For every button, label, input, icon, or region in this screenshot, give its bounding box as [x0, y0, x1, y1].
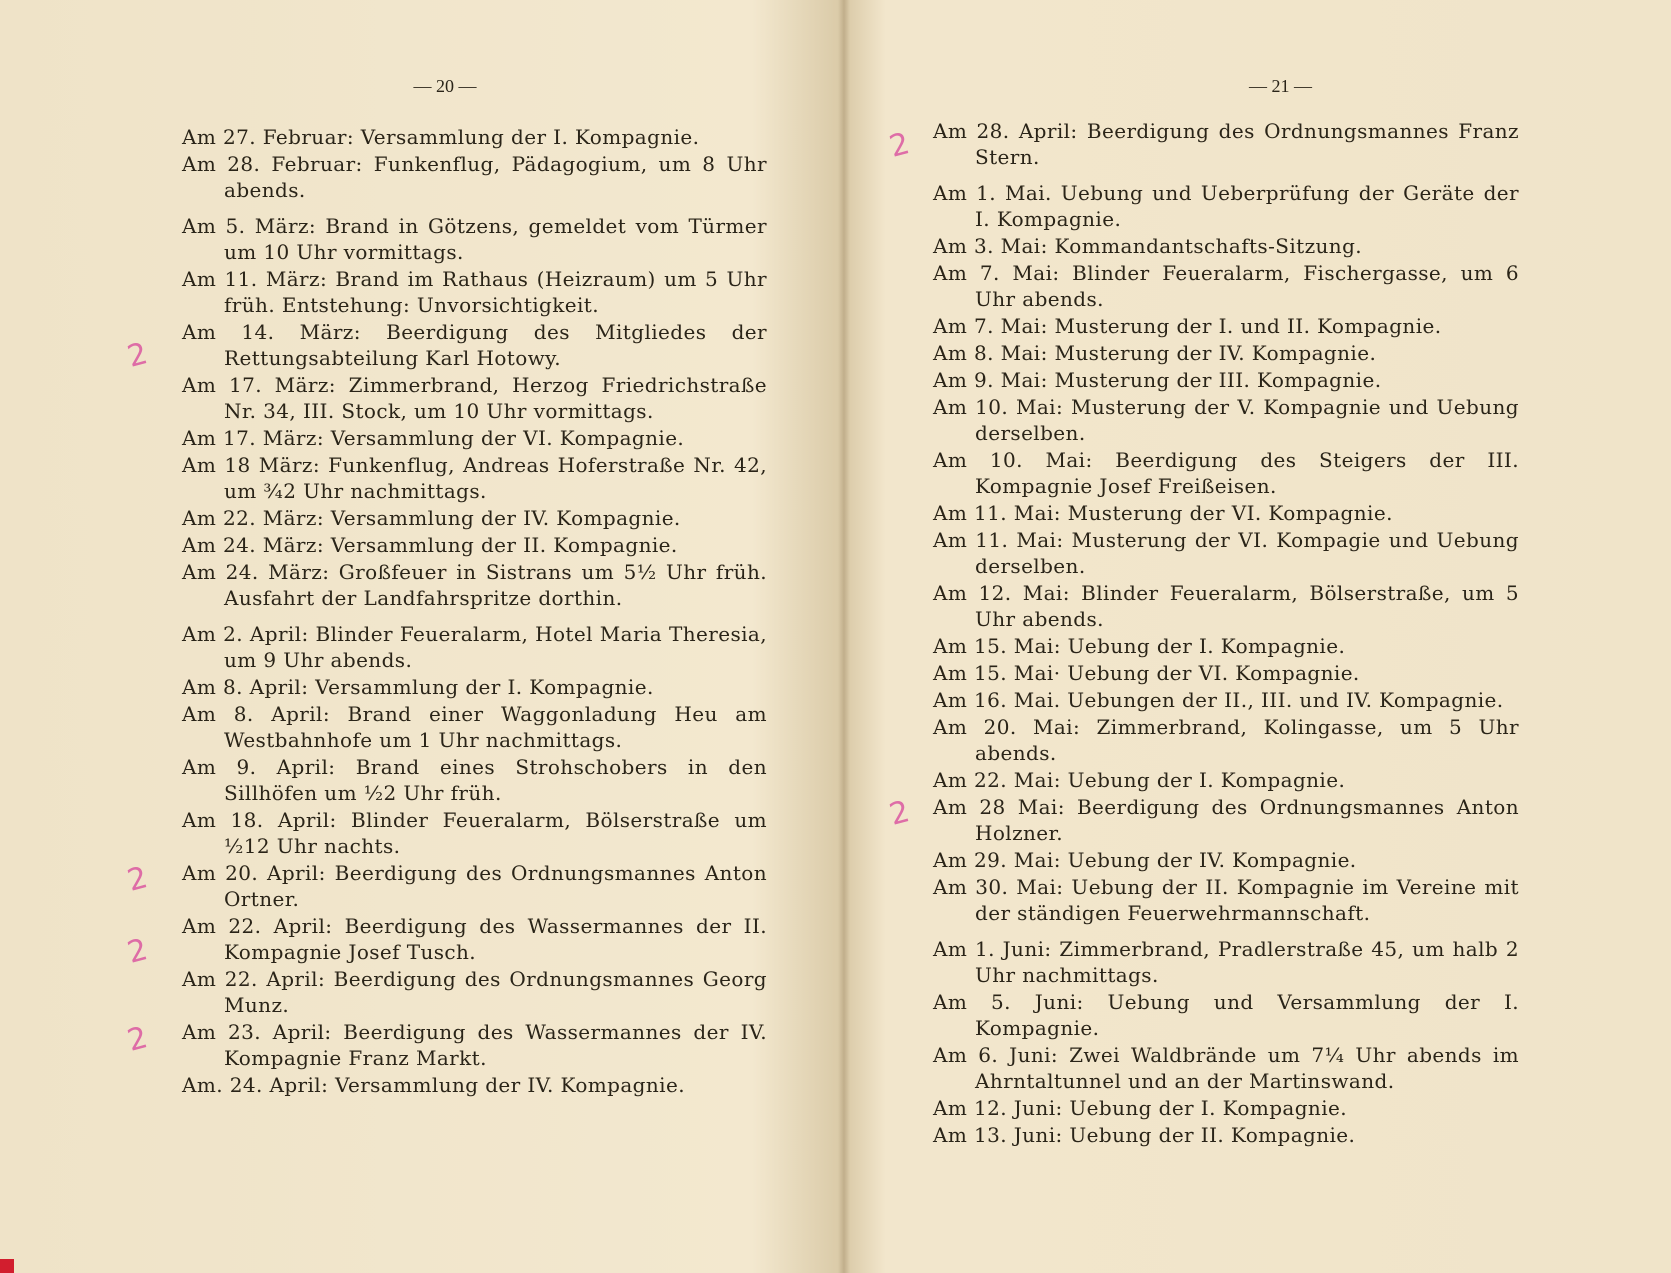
- list-item: Am. 24. April: Versammlung der IV. Kompagnie.: [182, 1073, 685, 1097]
- list-item: Am 14. März: Beerdigung des Mitgliedes der Rettungsabteilung Karl Hotowy.: [182, 320, 767, 370]
- list-item: Am 11. Mai: Musterung der VI. Kompagnie.: [933, 501, 1393, 525]
- list-item: Am 16. Mai. Uebungen der II., III. und IV. Kompagnie.: [933, 688, 1504, 712]
- margin-mark: 2: [123, 336, 152, 375]
- list-item: Am 20. April: Beerdigung des Ordnungsmannes Anton Ortner.: [182, 861, 767, 911]
- list-item: Am 3. Mai: Kommandantschafts-Sitzung.: [933, 234, 1363, 258]
- list-item: Am 8. Mai: Musterung der IV. Kompagnie.: [933, 341, 1377, 365]
- list-item: Am 5. Juni: Uebung und Versammlung der I. Kompagnie.: [933, 990, 1519, 1040]
- list-item: Am 18. April: Blinder Feueralarm, Bölserstraße um ½12 Uhr nachts.: [182, 808, 767, 858]
- list-item: Am 11. Mai: Musterung der VI. Kompagie und Uebung derselben.: [933, 528, 1519, 578]
- list-item: Am 28 Mai: Beerdigung des Ordnungsmannes Anton Holzner.: [933, 795, 1519, 845]
- list-item: Am 29. Mai: Uebung der IV. Kompagnie.: [933, 848, 1357, 872]
- list-item: Am 22. Mai: Uebung der I. Kompagnie.: [933, 768, 1346, 792]
- list-item: Am 18 März: Funkenflug, Andreas Hoferstraße Nr. 42, um ¾2 Uhr nachmittags.: [182, 453, 767, 503]
- list-item: Am 1. Mai. Uebung und Ueberprüfung der Geräte der I. Kompagnie.: [933, 181, 1519, 231]
- list-item: Am 10. Mai: Musterung der V. Kompagnie und Uebung derselben.: [933, 395, 1519, 445]
- list-item: Am 23. April: Beerdigung des Wassermannes der IV. Kompagnie Franz Markt.: [182, 1020, 767, 1070]
- list-item: Am 12. Mai: Blinder Feueralarm, Bölserstraße, um 5 Uhr abends.: [933, 581, 1519, 631]
- list-item: Am 10. Mai: Beerdigung des Steigers der III. Kompagnie Josef Freißeisen.: [933, 448, 1519, 498]
- book-gutter: [838, 0, 850, 1273]
- list-item: Am 22. April: Beerdigung des Wassermannes der II. Kompagnie Josef Tusch.: [182, 914, 767, 964]
- right-page: [850, 0, 1671, 1273]
- list-item: Am 1. Juni: Zimmerbrand, Pradlerstraße 45, um halb 2 Uhr nachmittags.: [933, 937, 1519, 987]
- list-item: Am 20. Mai: Zimmerbrand, Kolingasse, um 5 Uhr abends.: [933, 715, 1519, 765]
- margin-mark: 2: [885, 794, 914, 833]
- list-item: Am 22. März: Versammlung der IV. Kompagnie.: [182, 506, 681, 530]
- list-item: Am 28. Februar: Funkenflug, Pädagogium, um 8 Uhr abends.: [182, 152, 767, 202]
- list-item: Am 24. März: Versammlung der II. Kompagnie.: [182, 533, 678, 557]
- list-item: Am 8. April: Versammlung der I. Kompagnie.: [182, 675, 654, 699]
- list-item: Am 11. März: Brand im Rathaus (Heizraum) um 5 Uhr früh. Entstehung: Unvorsichtigkeit.: [182, 267, 767, 317]
- page-number: — 21 —: [1249, 76, 1312, 96]
- list-item: Am 6. Juni: Zwei Waldbrände um 7¼ Uhr abends im Ahrntaltunnel und an der Martinswand.: [933, 1043, 1519, 1093]
- list-item: Am 17. März: Versammlung der VI. Kompagnie.: [182, 426, 685, 450]
- list-item: Am 22. April: Beerdigung des Ordnungsmannes Georg Munz.: [182, 967, 767, 1017]
- list-item: Am 24. März: Großfeuer in Sistrans um 5½ Uhr früh. Ausfahrt der Landfahrspritze dorthin.: [182, 560, 767, 610]
- page-number: — 20 —: [413, 76, 477, 96]
- list-item: Am 15. Mai· Uebung der VI. Kompagnie.: [933, 661, 1360, 685]
- list-item: Am 12. Juni: Uebung der I. Kompagnie.: [933, 1096, 1347, 1120]
- list-item: Am 15. Mai: Uebung der I. Kompagnie.: [933, 634, 1346, 658]
- margin-mark: 2: [123, 932, 152, 971]
- corner-tab: [0, 1259, 14, 1273]
- margin-mark: 2: [123, 860, 152, 899]
- list-item: Am 9. Mai: Musterung der III. Kompagnie.: [933, 368, 1382, 392]
- list-item: Am 8. April: Brand einer Waggonladung Heu am Westbahnhofe um 1 Uhr nachmittags.: [182, 702, 767, 752]
- entry-list: [933, 118, 1519, 1149]
- margin-mark: 2: [123, 1020, 152, 1059]
- entry-list: [182, 124, 767, 1099]
- list-item: Am 28. April: Beerdigung des Ordnungsmannes Franz Stern.: [933, 119, 1519, 169]
- list-item: Am 2. April: Blinder Feueralarm, Hotel Maria Theresia, um 9 Uhr abends.: [182, 622, 767, 672]
- list-item: Am 7. Mai: Blinder Feueralarm, Fischergasse, um 6 Uhr abends.: [933, 261, 1519, 311]
- list-item: Am 7. Mai: Musterung der I. und II. Kompagnie.: [933, 314, 1442, 338]
- list-item: Am 9. April: Brand eines Strohschobers in den Sillhöfen um ½2 Uhr früh.: [182, 755, 767, 805]
- list-item: Am 5. März: Brand in Götzens, gemeldet vom Türmer um 10 Uhr vormittags.: [182, 214, 767, 264]
- list-item: Am 17. März: Zimmerbrand, Herzog Friedrichstraße Nr. 34, III. Stock, um 10 Uhr vormittags.: [182, 373, 767, 423]
- list-item: Am 30. Mai: Uebung der II. Kompagnie im Vereine mit der ständigen Feuerwehrmannschaft.: [933, 875, 1519, 925]
- list-item: Am 27. Februar: Versammlung der I. Kompagnie.: [182, 125, 700, 149]
- margin-mark: 2: [885, 126, 914, 165]
- list-item: Am 13. Juni: Uebung der II. Kompagnie.: [933, 1123, 1356, 1147]
